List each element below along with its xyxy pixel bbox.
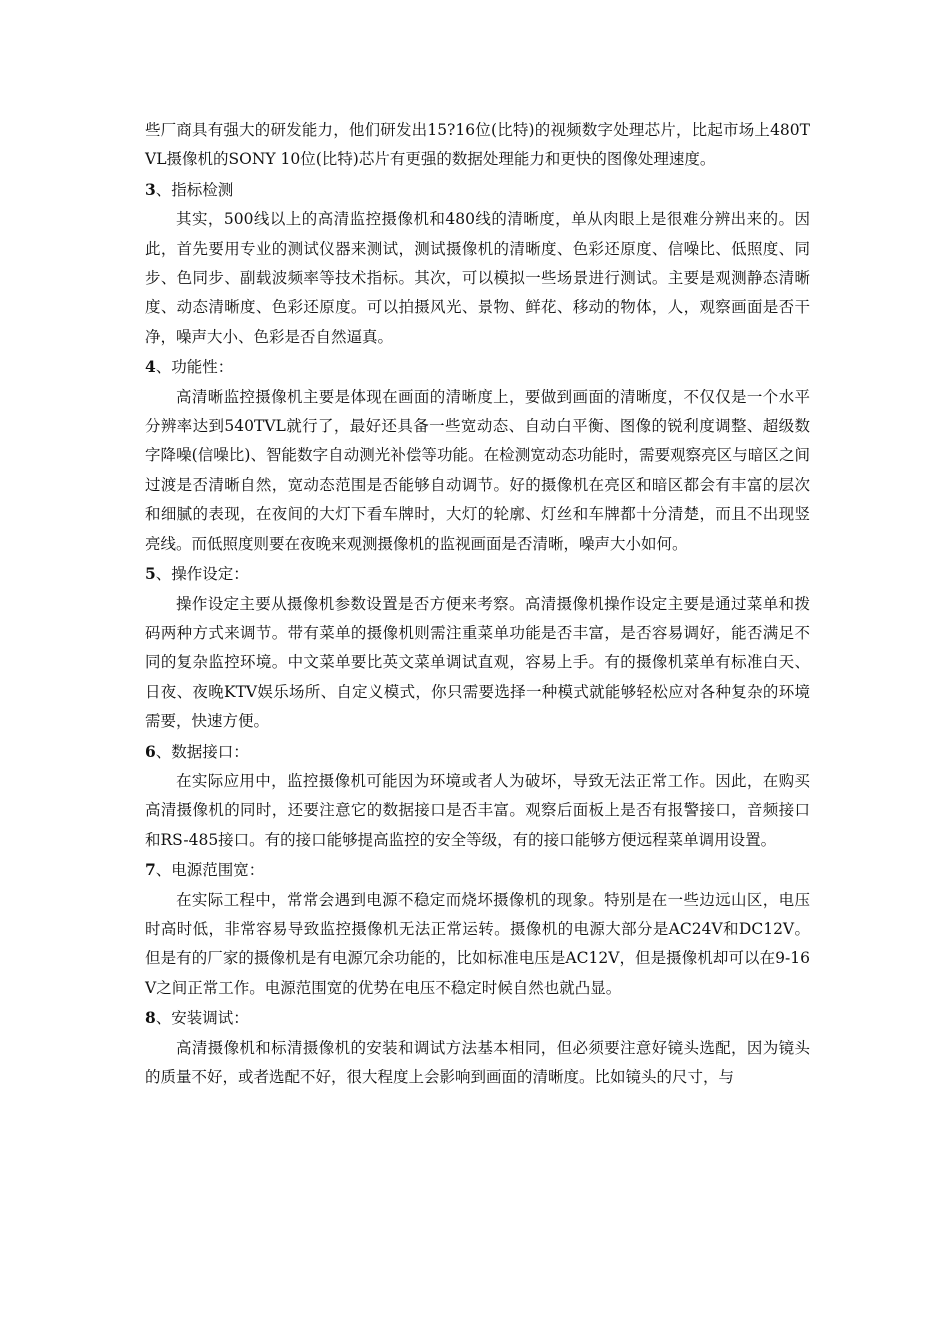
section-heading-5 bbox=[145, 559, 810, 589]
section-title: 、功能性： bbox=[155, 358, 234, 377]
section-heading-4 bbox=[145, 352, 810, 382]
section-heading-6 bbox=[145, 737, 810, 767]
section-number: 8 bbox=[145, 1008, 156, 1028]
section-number: 6 bbox=[145, 741, 156, 761]
paragraph-power-range: 在实际工程中，常常会遇到电源不稳定而烧坏摄像机的现象。特别是在一些边远山区，电压时高时低，非常容易导致监控摄像机无法正常运转。摄像机的电源大部分是AC24V和DC12V。但是有的厂家的摄像机是有电源冗余功能的，比如标准电压是AC12V，但是摄像机却可以在9-16V之间正常工作。电源范围宽的优势在电压不稳定时候自然也就凸显。 bbox=[145, 890, 810, 997]
section-title: 、指标检测 bbox=[155, 180, 234, 199]
paragraph-intro: 些厂商具有强大的研发能力，他们研发出15?16位(比特)的视频数字处理芯片，比起市场上480TVL摄像机的SONY 10位(比特)芯片有更强的数据处理能力和更快的图像处理速度。 bbox=[145, 121, 810, 169]
paragraph-data-interface: 在实际应用中，监控摄像机可能因为环境或者人为破坏，导致无法正常工作。因此，在购买高清摄像机的同时，还要注意它的数据接口是否丰富。观察后面板上是否有报警接口，音频接口和RS-485接口。有的接口能够提高监控的安全等级，有的接口能够方便远程菜单调用设置。 bbox=[145, 771, 810, 849]
paragraph-functionality: 高清晰监控摄像机主要是体现在画面的清晰度上，要做到画面的清晰度，不仅仅是一个水平分辨率达到540TVL就行了，最好还具备一些宽动态、自动白平衡、图像的锐利度调整、超级数字降噪(信噪比)、智能数字自动测光补偿等功能。在检测宽动态功能时，需要观察亮区与暗区之间过渡是否清晰自然，宽动态范围是否能够自动调节。好的摄像机在亮区和暗区都会有丰富的层次和细腻的表现，在夜间的大灯下看车牌时，大灯的轮廓、灯丝和车牌都十分清楚，而且不出现竖亮线。而低照度则要在夜晚来观测摄像机的监视画面是否清晰，噪声大小如何。 bbox=[145, 387, 810, 553]
paragraph-indicator-testing: 其实，500线以上的高清监控摄像机和480线的清晰度，单从肉眼上是很难分辨出来的。因此，首先要用专业的测试仪器来测试，测试摄像机的清晰度、色彩还原度、信噪比、低照度、同步、色同步、副载波频率等技术指标。其次，可以模拟一些场景进行测试。主要是观测静态清晰度、动态清晰度、色彩还原度。可以拍摄风光、景物、鲜花、移动的物体，人，观察画面是否干净，噪声大小、色彩是否自然逼真。 bbox=[145, 210, 810, 346]
document-page bbox=[145, 116, 810, 1092]
section-number: 7 bbox=[145, 860, 156, 880]
section-title: 、操作设定： bbox=[155, 565, 249, 584]
section-title: 、数据接口： bbox=[155, 742, 249, 761]
section-number: 5 bbox=[145, 564, 156, 584]
section-number: 3 bbox=[145, 179, 156, 199]
section-heading-8 bbox=[145, 1003, 810, 1033]
section-heading-3 bbox=[145, 175, 810, 205]
section-title: 、电源范围宽： bbox=[155, 861, 265, 880]
section-number: 4 bbox=[145, 357, 156, 377]
paragraph-installation: 高清摄像机和标清摄像机的安装和调试方法基本相同，但必须要注意好镜头选配，因为镜头的质量不好，或者选配不好，很大程度上会影响到画面的清晰度。比如镜头的尺寸，与 bbox=[145, 1038, 810, 1086]
section-title: 、安装调试： bbox=[155, 1009, 249, 1028]
section-heading-7 bbox=[145, 855, 810, 885]
paragraph-operation-settings: 操作设定主要从摄像机参数设置是否方便来考察。高清摄像机操作设定主要是通过菜单和拨码两种方式来调节。带有菜单的摄像机则需注重菜单功能是否丰富，是否容易调好，能否满足不同的复杂监控环境。中文菜单要比英文菜单调试直观，容易上手。有的摄像机菜单有标准白天、日夜、夜晚KTV娱乐场所、自定义模式，你只需要选择一种模式就能够轻松应对各种复杂的环境需要，快速方便。 bbox=[145, 594, 810, 731]
